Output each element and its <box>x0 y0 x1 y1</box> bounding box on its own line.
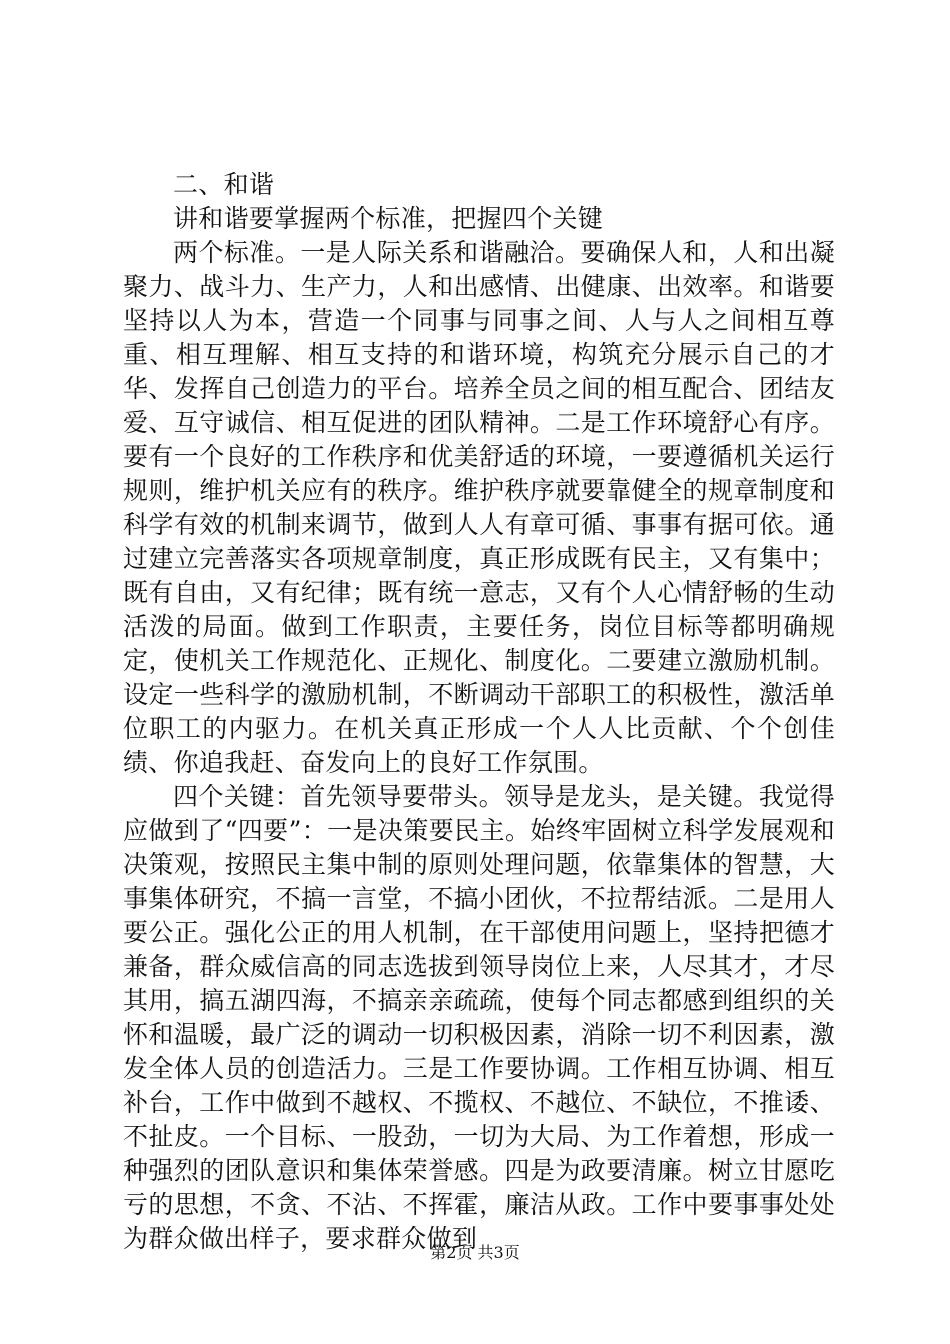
section-heading: 二、和谐 <box>173 170 275 199</box>
section-subheading: 讲和谐要掌握两个标准，把握四个关键 <box>173 204 604 233</box>
paragraph-keys: 四个关键：首先领导要带头。领导是龙头，是关键。我觉得应做到了“四要”：一是决策要民主。始终牢固树立科学发展观和决策观，按照民主集中制的原则处理问题，依靠集体的智慧，大事集体研究，不搞一言堂，不搞小团伙，不拉帮结派。二是用人要公正。强化公正的用人机制，在干部使用问题上，坚持把德才兼备，群众威信高的同志选拔到领导岗位上来，人尽其才，才尽其用，搞五湖四海，不搞亲亲疏疏，使每个同志都感到组织的关怀和温暖，最广泛的调动一切积极因素，消除一切不利因素，激发全体人员的创造活力。三是工作要协调。工作相互协调、相互补台，工作中做到不越权、不揽权、不越位、不缺位，不推诿、不扯皮。一个目标、一股劲，一切为大局、为工作着想，形成一种强烈的团队意识和集体荣誉感。四是为政要清廉。树立甘愿吃亏的思想，不贪、不沾、不挥霍，廉洁从政。工作中要事事处处为群众做出样子，要求群众做到 <box>123 782 835 1253</box>
page-footer <box>0 1240 950 1263</box>
paragraph-standards: 两个标准。一是人际关系和谐融洽。要确保人和，人和出凝聚力、战斗力、生产力，人和出感情、出健康、出效率。和谐要坚持以人为本，营造一个同事与同事之间、人与人之间相互尊重、相互理解、相互支持的和谐环境，构筑充分展示自己的才华、发挥自己创造力的平台。培养全员之间的相互配合、团结友爱、互守诚信、相互促进的团队精神。二是工作环境舒心有序。要有一个良好的工作秩序和优美舒适的环境，一要遵循机关运行规则，维护机关应有的秩序。维护秩序就要靠健全的规章制度和科学有效的机制来调节，做到人人有章可循、事事有据可依。通过建立完善落实各项规章制度，真正形成既有民主，又有集中；既有自由，又有纪律；既有统一意志，又有个人心情舒畅的生动活泼的局面。做到工作职责，主要任务，岗位目标等都明确规定，使机关工作规范化、正规化、制度化。二要建立激励机制。设定一些科学的激励机制，不断调动干部职工的积极性，激活单位职工的内驱力。在机关真正形成一个人人比贡献、个个创佳绩、你追我赶、奋发向上的良好工作氛围。 <box>123 238 835 777</box>
page-number: 第2页 共3页 <box>430 1243 520 1262</box>
document-body <box>123 168 835 1256</box>
